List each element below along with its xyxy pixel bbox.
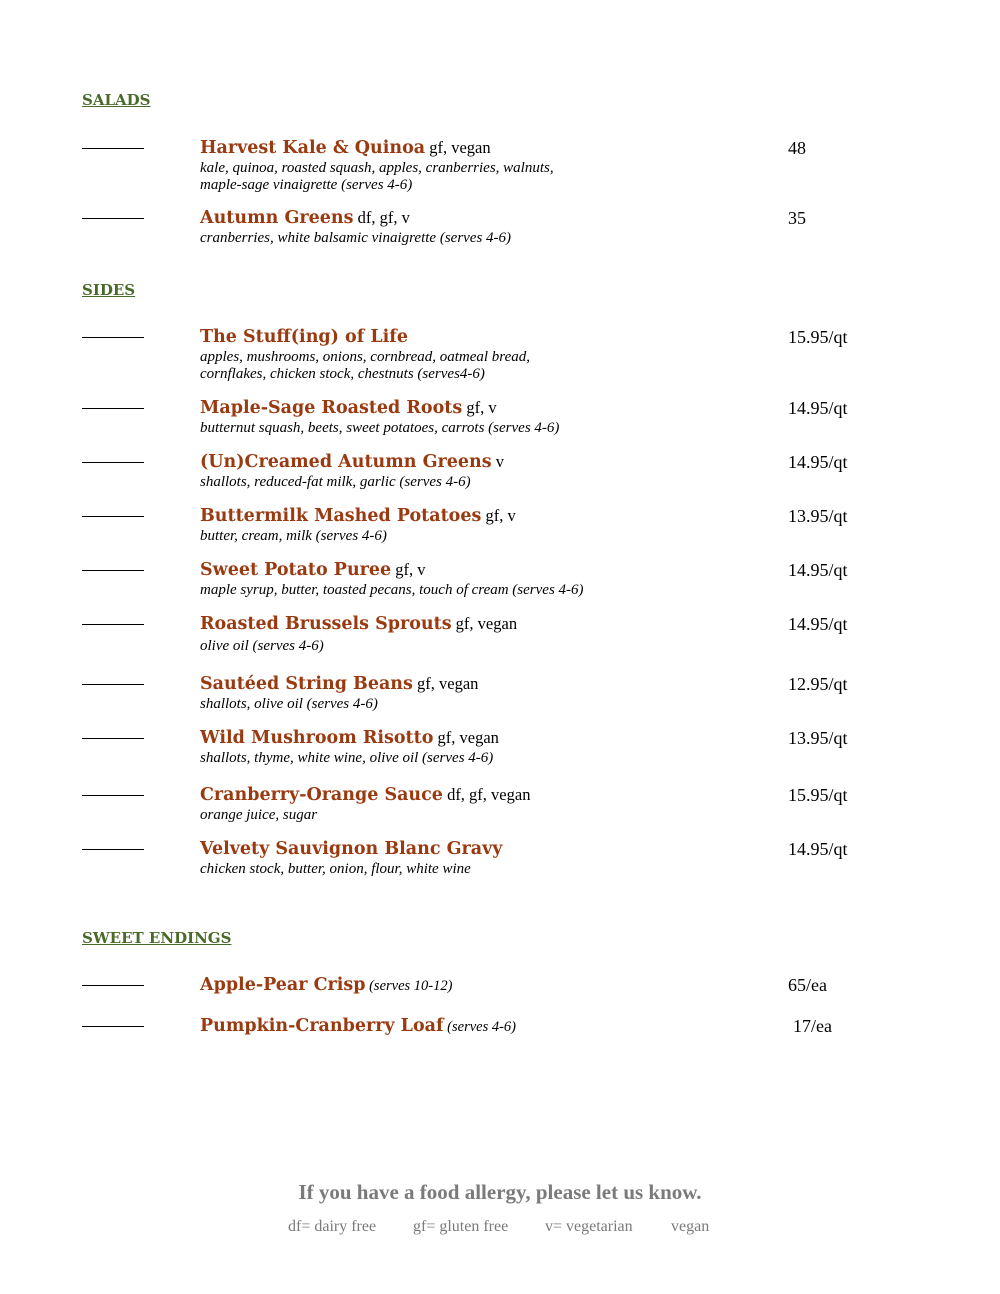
item-price: 14.95/qt — [788, 614, 848, 634]
order-quantity-blank[interactable] — [82, 985, 144, 986]
item-name: Sautéed String Beans — [200, 674, 413, 694]
item-tags: gf, vegan — [433, 728, 499, 747]
item-name: Velvety Sauvignon Blanc Gravy — [200, 839, 503, 859]
item-tags: gf, v — [391, 560, 426, 579]
order-quantity-blank[interactable] — [82, 1026, 144, 1027]
item-price: 48 — [788, 138, 806, 158]
item-tags: gf, vegan — [412, 674, 479, 693]
item-name: Wild Mushroom Risotto — [200, 728, 434, 748]
item-price: 14.95/qt — [788, 839, 848, 859]
order-quantity-blank[interactable] — [82, 849, 144, 850]
item-tags: gf, vegan — [451, 614, 518, 633]
item-name: Maple-Sage Roasted Roots — [200, 398, 463, 418]
section-title-sweet-endings: SWEET ENDINGS — [82, 929, 232, 947]
item-price: 12.95/qt — [788, 674, 848, 694]
item-tags: gf, v — [481, 506, 516, 525]
item-description: shallots, reduced-fat milk, garlic (serves 4-6) — [200, 474, 471, 490]
item-name: Buttermilk Mashed Potatoes — [200, 506, 482, 526]
legend-dairy-free: df= dairy free — [288, 1218, 377, 1235]
item-serves: (serves 4-6) — [443, 1019, 517, 1035]
item-name: The Stuff(ing) of Life — [200, 327, 408, 347]
item-price: 17/ea — [793, 1016, 832, 1036]
order-quantity-blank[interactable] — [82, 624, 144, 625]
item-description: butternut squash, beets, sweet potatoes, carrots (serves 4-6) — [200, 420, 560, 436]
item-price: 14.95/qt — [788, 560, 848, 580]
legend-vegan: vegan — [671, 1218, 710, 1235]
item-price: 15.95/qt — [788, 785, 848, 805]
item-name: Harvest Kale & Quinoa — [200, 138, 426, 158]
item-name: (Un)Creamed Autumn Greens — [200, 452, 492, 472]
legend-gluten-free: gf= gluten free — [413, 1218, 509, 1235]
item-description: shallots, olive oil (serves 4-6) — [200, 696, 378, 712]
order-quantity-blank[interactable] — [82, 337, 144, 338]
item-description: kale, quinoa, roasted squash, apples, cranberries, walnuts, maple-sage vinaigrette (serves 4-6) — [200, 160, 554, 193]
order-quantity-blank[interactable] — [82, 408, 144, 409]
item-price: 65/ea — [788, 975, 827, 995]
order-quantity-blank[interactable] — [82, 218, 144, 219]
order-quantity-blank[interactable] — [82, 148, 144, 149]
item-description: shallots, thyme, white wine, olive oil (serves 4-6) — [200, 750, 494, 766]
item-price: 14.95/qt — [788, 398, 848, 418]
section-title-sides: SIDES — [82, 281, 136, 299]
item-tags: v — [491, 452, 504, 471]
item-tags: gf, v — [462, 398, 497, 417]
item-name: Pumpkin-Cranberry Loaf — [200, 1016, 444, 1036]
item-price: 15.95/qt — [788, 327, 848, 347]
item-name: Apple-Pear Crisp — [200, 975, 366, 995]
order-quantity-blank[interactable] — [82, 738, 144, 739]
item-price: 13.95/qt — [788, 728, 848, 748]
item-price: 35 — [788, 208, 806, 228]
item-name: Cranberry-Orange Sauce — [200, 785, 443, 805]
item-name: Sweet Potato Puree — [200, 560, 392, 580]
item-serves: (serves 10-12) — [365, 978, 453, 994]
item-tags: df, gf, v — [353, 208, 410, 227]
legend-vegetarian: v= vegetarian — [545, 1218, 633, 1235]
item-tags: df, gf, vegan — [442, 785, 531, 804]
order-quantity-blank[interactable] — [82, 570, 144, 571]
item-price: 14.95/qt — [788, 452, 848, 472]
item-description: olive oil (serves 4-6) — [200, 638, 324, 654]
item-name: Autumn Greens — [200, 208, 354, 228]
item-description: chicken stock, butter, onion, flour, white wine — [200, 861, 471, 877]
item-price: 13.95/qt — [788, 506, 848, 526]
section-title-salads: SALADS — [82, 91, 151, 109]
item-tags: gf, vegan — [425, 138, 491, 157]
order-quantity-blank[interactable] — [82, 462, 144, 463]
item-description: orange juice, sugar — [200, 807, 318, 823]
item-description: cranberries, white balsamic vinaigrette (serves 4-6) — [200, 230, 512, 246]
order-quantity-blank[interactable] — [82, 684, 144, 685]
order-quantity-blank[interactable] — [82, 795, 144, 796]
item-name: Roasted Brussels Sprouts — [200, 614, 452, 634]
item-description: butter, cream, milk (serves 4-6) — [200, 528, 387, 544]
item-description: apples, mushrooms, onions, cornbread, oatmeal bread, cornflakes, chicken stock, chestnuts (serves4-6) — [200, 349, 530, 382]
order-quantity-blank[interactable] — [82, 516, 144, 517]
item-description: maple syrup, butter, toasted pecans, touch of cream (serves 4-6) — [200, 582, 584, 598]
allergy-notice: If you have a food allergy, please let us know. — [298, 1180, 702, 1204]
